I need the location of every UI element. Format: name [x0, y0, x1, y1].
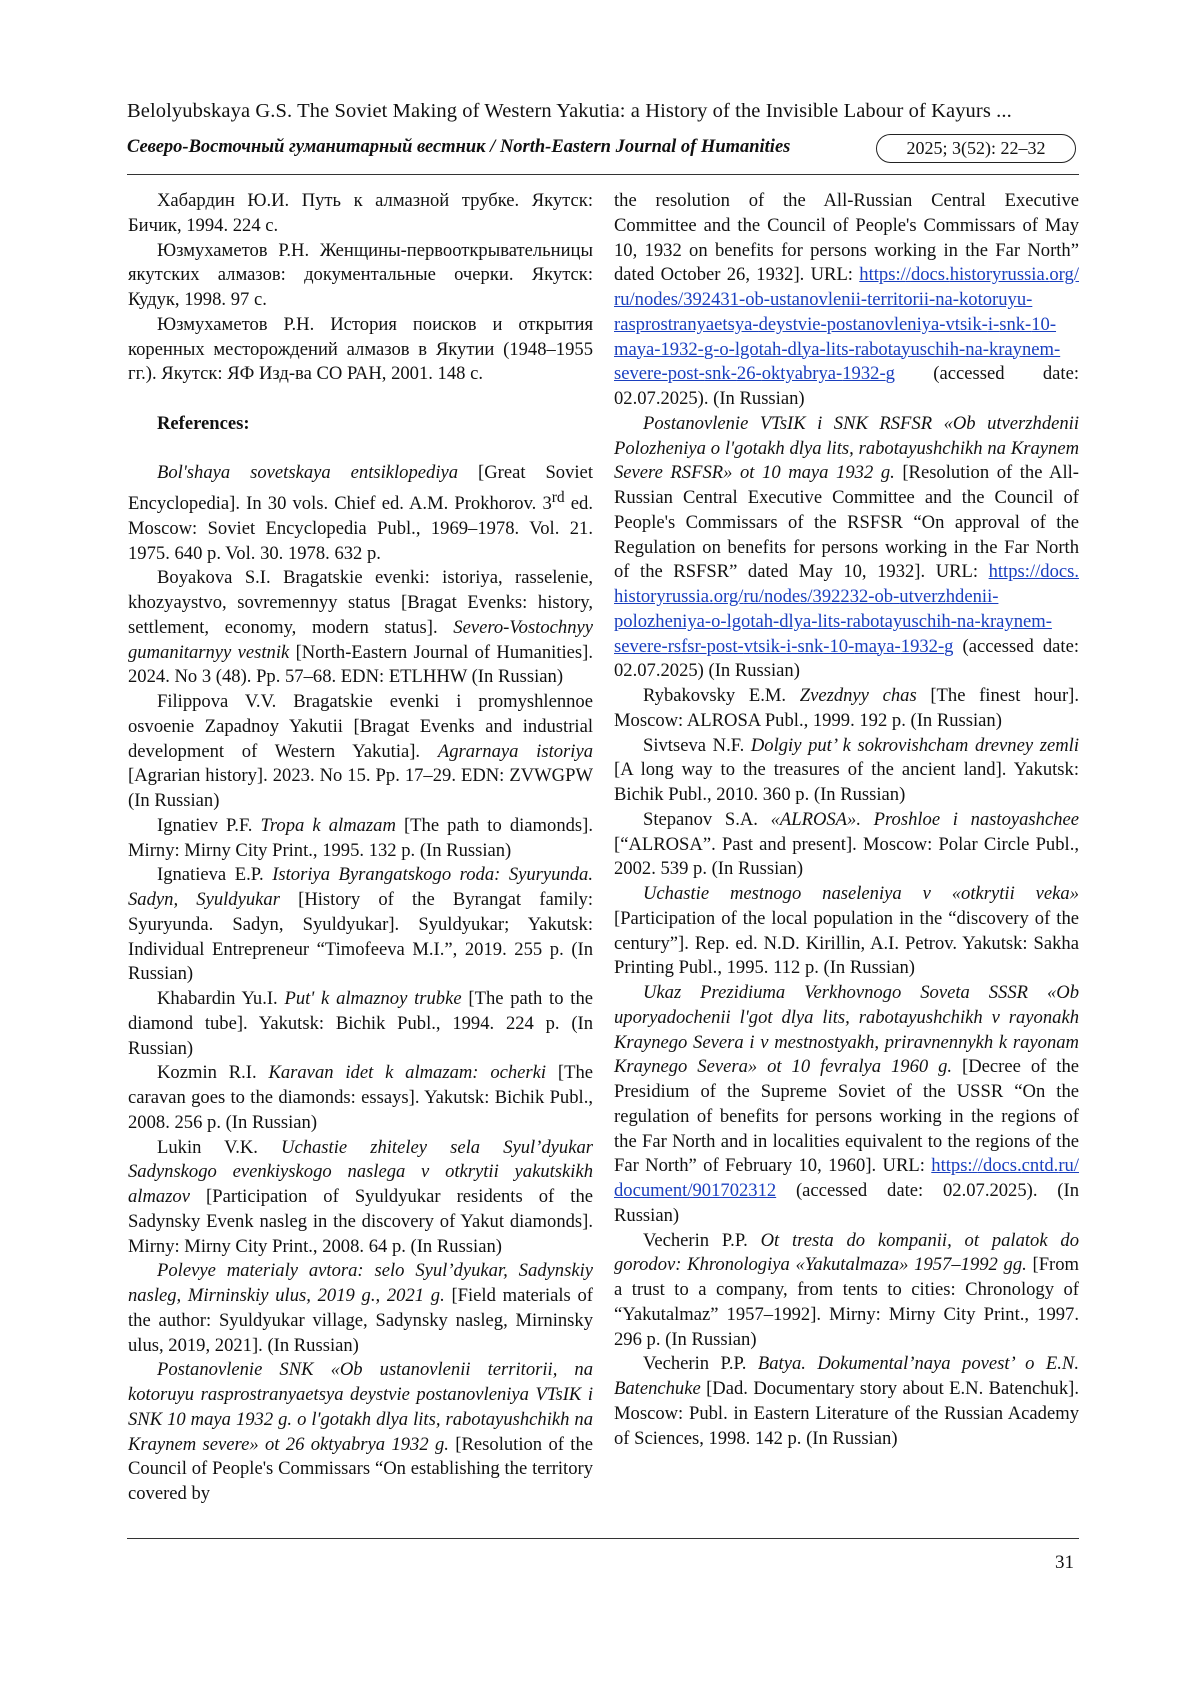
journal-title: Северо-Восточный гуманитарный вестник / North-Eastern Journal of Humanities	[127, 137, 791, 157]
left-column	[128, 189, 593, 1507]
reference-item: Kozmin R.I. Karavan idet k almazam: ocherki [The caravan goes to the diamonds: essays]. Yakutsk: Bichik Publ., 2008. 256 p. (In Russian)	[128, 1062, 594, 1133]
reference-item: Ignatiev P.F. Tropa k almazam [The path to diamonds]. Mirny: Mirny City Print., 1995. 132 p. (In Russian)	[128, 814, 593, 861]
reference-item: Vecherin P.P. Ot tresta do kompanii, ot palatok do gorodov: Khronologiya «Yakutalmaza» 1957–1992 gg. [From a trust to a company, from tents to cities: Chronology of “Yakutalmaz” 1957–1992]. Mirny: Mirny City Print., 1997. 296 p. (In Russian)	[614, 1229, 1080, 1350]
reference-item: Юзмухаметов Р.Н. Женщины-первооткрывательницы якутских алмазов: документальные очерки. Якутск: Кудук, 1998. 97 с.	[128, 239, 593, 310]
reference-item-continued: the resolution of the All-Russian Central Executive Committee and the Council of People's Commissars of May 10, 1932 on benefits for persons working in the Far North” dated October 26, 1932]. URL: https://docs.historyrussia.org/ru/nodes/392431-ob-ustanovlenii-territorii-na-kotoruyu-rasprostranyaetsya-deystvie-postanovleniya-vtsik-i-snk-10-maya-1932-g-o-lgotah-dlya-lits-rabotayuschih-na-kraynem-severe-post-snk-26-oktyabrya-1932-g (accessed date: 02.07.2025). (In Russian)	[614, 190, 1079, 409]
reference-item: Lukin V.K. Uchastie zhiteley sela Syul’dyukar Sadynskogo evenkiyskogo naslega v otkrytii yakutskikh almazov [Participation of Syuldyukar residents of the Sadynsky Evenk nasleg in the discovery of Yakut diamonds]. Mirny: Mirny City Print., 2008. 64 p. (In Russian)	[128, 1136, 593, 1257]
reference-item: Filippova V.V. Bragatskie evenki i promyshlennoe osvoenie Zapadnoy Yakutii [Bragat Evenks and industrial development of Western Yakutia]. Agrarnaya istoriya [Agrarian history]. 2023. No 15. Pp. 17–29. EDN: ZVWGPW (In Russian)	[128, 691, 593, 812]
references-heading: References:	[157, 412, 250, 434]
reference-item: Uchastie mestnogo naseleniya v «otkrytii veka» [Participation of the local population in the “discovery of the century”]. Rep. ed. N.D. Kirillin, A.I. Petrov. Yakutsk: Sakha Printing Publ., 1995. 112 p. (In Russian)	[614, 883, 1079, 979]
running-title: Belolyubskaya G.S. The Soviet Making of Western Yakutia: a History of the Invisible Labour of Kayurs ...	[127, 100, 1012, 122]
reference-item: Postanovlenie SNK «Ob ustanovlenii territorii, na kotoruyu rasprostranyaetsya deystvie postanovleniya VTsIK i SNK 10 maya 1932 g. o l'gotakh dlya lits, rabotayushchikh na Kraynem severe» ot 26 oktyabrya 1932 g. [Resolution of the Council of People's Commissars “On establishing the territory covered by	[128, 1359, 594, 1505]
page-number: 31	[1055, 1552, 1074, 1573]
reference-item: Bol'shaya sovetskaya entsiklopediya [Great Soviet Encyclopedia]. In 30 vols. Chief ed. A.M. Prokhorov. 3rd ed. Moscow: Soviet Encyclopedia Publ., 1969–1978. Vol. 21. 1975. 640 p. Vol. 30. 1978. 632 p.	[128, 462, 593, 564]
reference-url-link[interactable]: https://docs.historyrussia.org/ru/nodes/392232-ob-utverzhdenii-polozheniya-o-lgotah-dlya-lits-rabotayuschih-na-kraynem-severe-rsfsr-post-vtsik-i-snk-10-maya-1932-g	[614, 561, 1079, 657]
reference-item: Хабардин Ю.И. Путь к алмазной трубке. Якутск: Бичик, 1994. 224 с.	[128, 190, 593, 236]
header-divider	[127, 174, 1079, 175]
reference-url-link[interactable]: https://docs.historyrussia.org/ru/nodes/392431-ob-ustanovlenii-territorii-na-kotoruyu-rasprostranyaetsya-deystvie-postanovleniya-vtsik-i-snk-10-maya-1932-g-o-lgotah-dlya-lits-rabotayuschih-na-kraynem-severe-post-snk-26-oktyabrya-1932-g	[614, 264, 1079, 385]
reference-item: Khabardin Yu.I. Put' k almaznoy trubke [The path to the diamond tube]. Yakutsk: Bichik Publ., 1994. 224 p. (In Russian)	[128, 988, 593, 1059]
reference-item: Vecherin P.P. Batya. Dokumental’naya povest’ o E.N. Batenchuke [Dad. Documentary story about E.N. Batenchuk]. Moscow: Publ. in Eastern Literature of the Russian Academy of Sciences, 1998. 142 p. (In Russian)	[614, 1353, 1079, 1449]
reference-item: Ukaz Prezidiuma Verkhovnogo Soveta SSSR «Ob uporyadochenii l'got dlya lits, rabotayushchikh v rayonakh Kraynego Severa i v mestnostyakh, priravnennykh k rayonam Kraynego Severa» ot 10 fevralya 1960 g. [Decree of the Presidium of the Supreme Soviet of the USSR “On the regulation of benefits for persons working in the regions of the Far North and in localities equivalent to the regions of the Far North” of February 10, 1960]. URL: https://docs.cntd.ru/document/901702312 (accessed date: 02.07.2025). (In Russian)	[614, 982, 1079, 1226]
reference-url-link[interactable]: https://docs.cntd.ru/document/901702312	[614, 1155, 1079, 1201]
reference-item: Polevye materialy avtora: selo Syul’dyukar, Sadynskiy nasleg, Mirninskiy ulus, 2019 g., 2021 g. [Field materials of the author: Syuldyukar village, Sadynsky nasleg, Mirninsky ulus, 2019, 2021]. (In Russian)	[128, 1260, 593, 1356]
footer-divider	[127, 1538, 1079, 1539]
issue-badge: 2025; 3(52): 22–32	[876, 134, 1076, 163]
reference-item: Юзмухаметов Р.Н. История поисков и открытия коренных месторождений алмазов в Якутии (1948–1955 гг.). Якутск: ЯФ Изд-ва СО РАН, 2001. 148 с.	[128, 313, 593, 385]
reference-item: Postanovlenie VTsIK i SNK RSFSR «Ob utverzhdenii Polozheniya o l'gotakh dlya lits, rabotayushchikh na Kraynem Severe RSFSR» ot 10 maya 1932 g. [Resolution of the All-Russian Central Executive Committee and the Council of People's Commissars of the RSFSR “On approval of the Regulation on benefits for persons working in the Far North of the RSFSR” dated May 10, 1932]. URL: https://docs.historyrussia.org/ru/nodes/392232-ob-utverzhdenii-polozheniya-o-lgotah-dlya-lits-rabotayuschih-na-kraynem-severe-rsfsr-post-vtsik-i-snk-10-maya-1932-g (accessed date: 02.07.2025) (In Russian)	[614, 412, 1079, 682]
reference-item: Rybakovsky E.M. Zvezdnyy chas [The finest hour]. Moscow: ALROSA Publ., 1999. 192 p. (In Russian)	[614, 685, 1080, 731]
reference-item: Stepanov S.A. «ALROSA». Proshloe i nastoyashchee [“ALROSA”. Past and present]. Moscow: Polar Circle Publ., 2002. 539 p. (In Russian)	[614, 808, 1080, 880]
reference-item: Boyakova S.I. Bragatskie evenki: istoriya, rasselenie, khozyaystvo, sovremennyy status [Bragat Evenks: history, settlement, economy, modern status]. Severo-Vostochnyy gumanitarnyy vestnik [North-Eastern Journal of Humanities]. 2024. No 3 (48). Pp. 57–68. EDN: ETLHHW (In Russian)	[128, 567, 593, 688]
right-column	[614, 189, 1079, 1451]
reference-item: Ignatieva E.P. Istoriya Byrangatskogo roda: Syuryunda. Sadyn, Syuldyukar [History of the Byrangat family: Syuryunda. Sadyn, Syuldyukar]. Syuldyukar; Yakutsk: Individual Entrepreneur “Timofeeva M.I.”, 2019. 255 p. (In Russian)	[128, 864, 594, 985]
reference-item: Sivtseva N.F. Dolgiy put’ k sokrovishcham drevney zemli [A long way to the treasures of the ancient land]. Yakutsk: Bichik Publ., 2010. 360 p. (In Russian)	[614, 734, 1079, 805]
